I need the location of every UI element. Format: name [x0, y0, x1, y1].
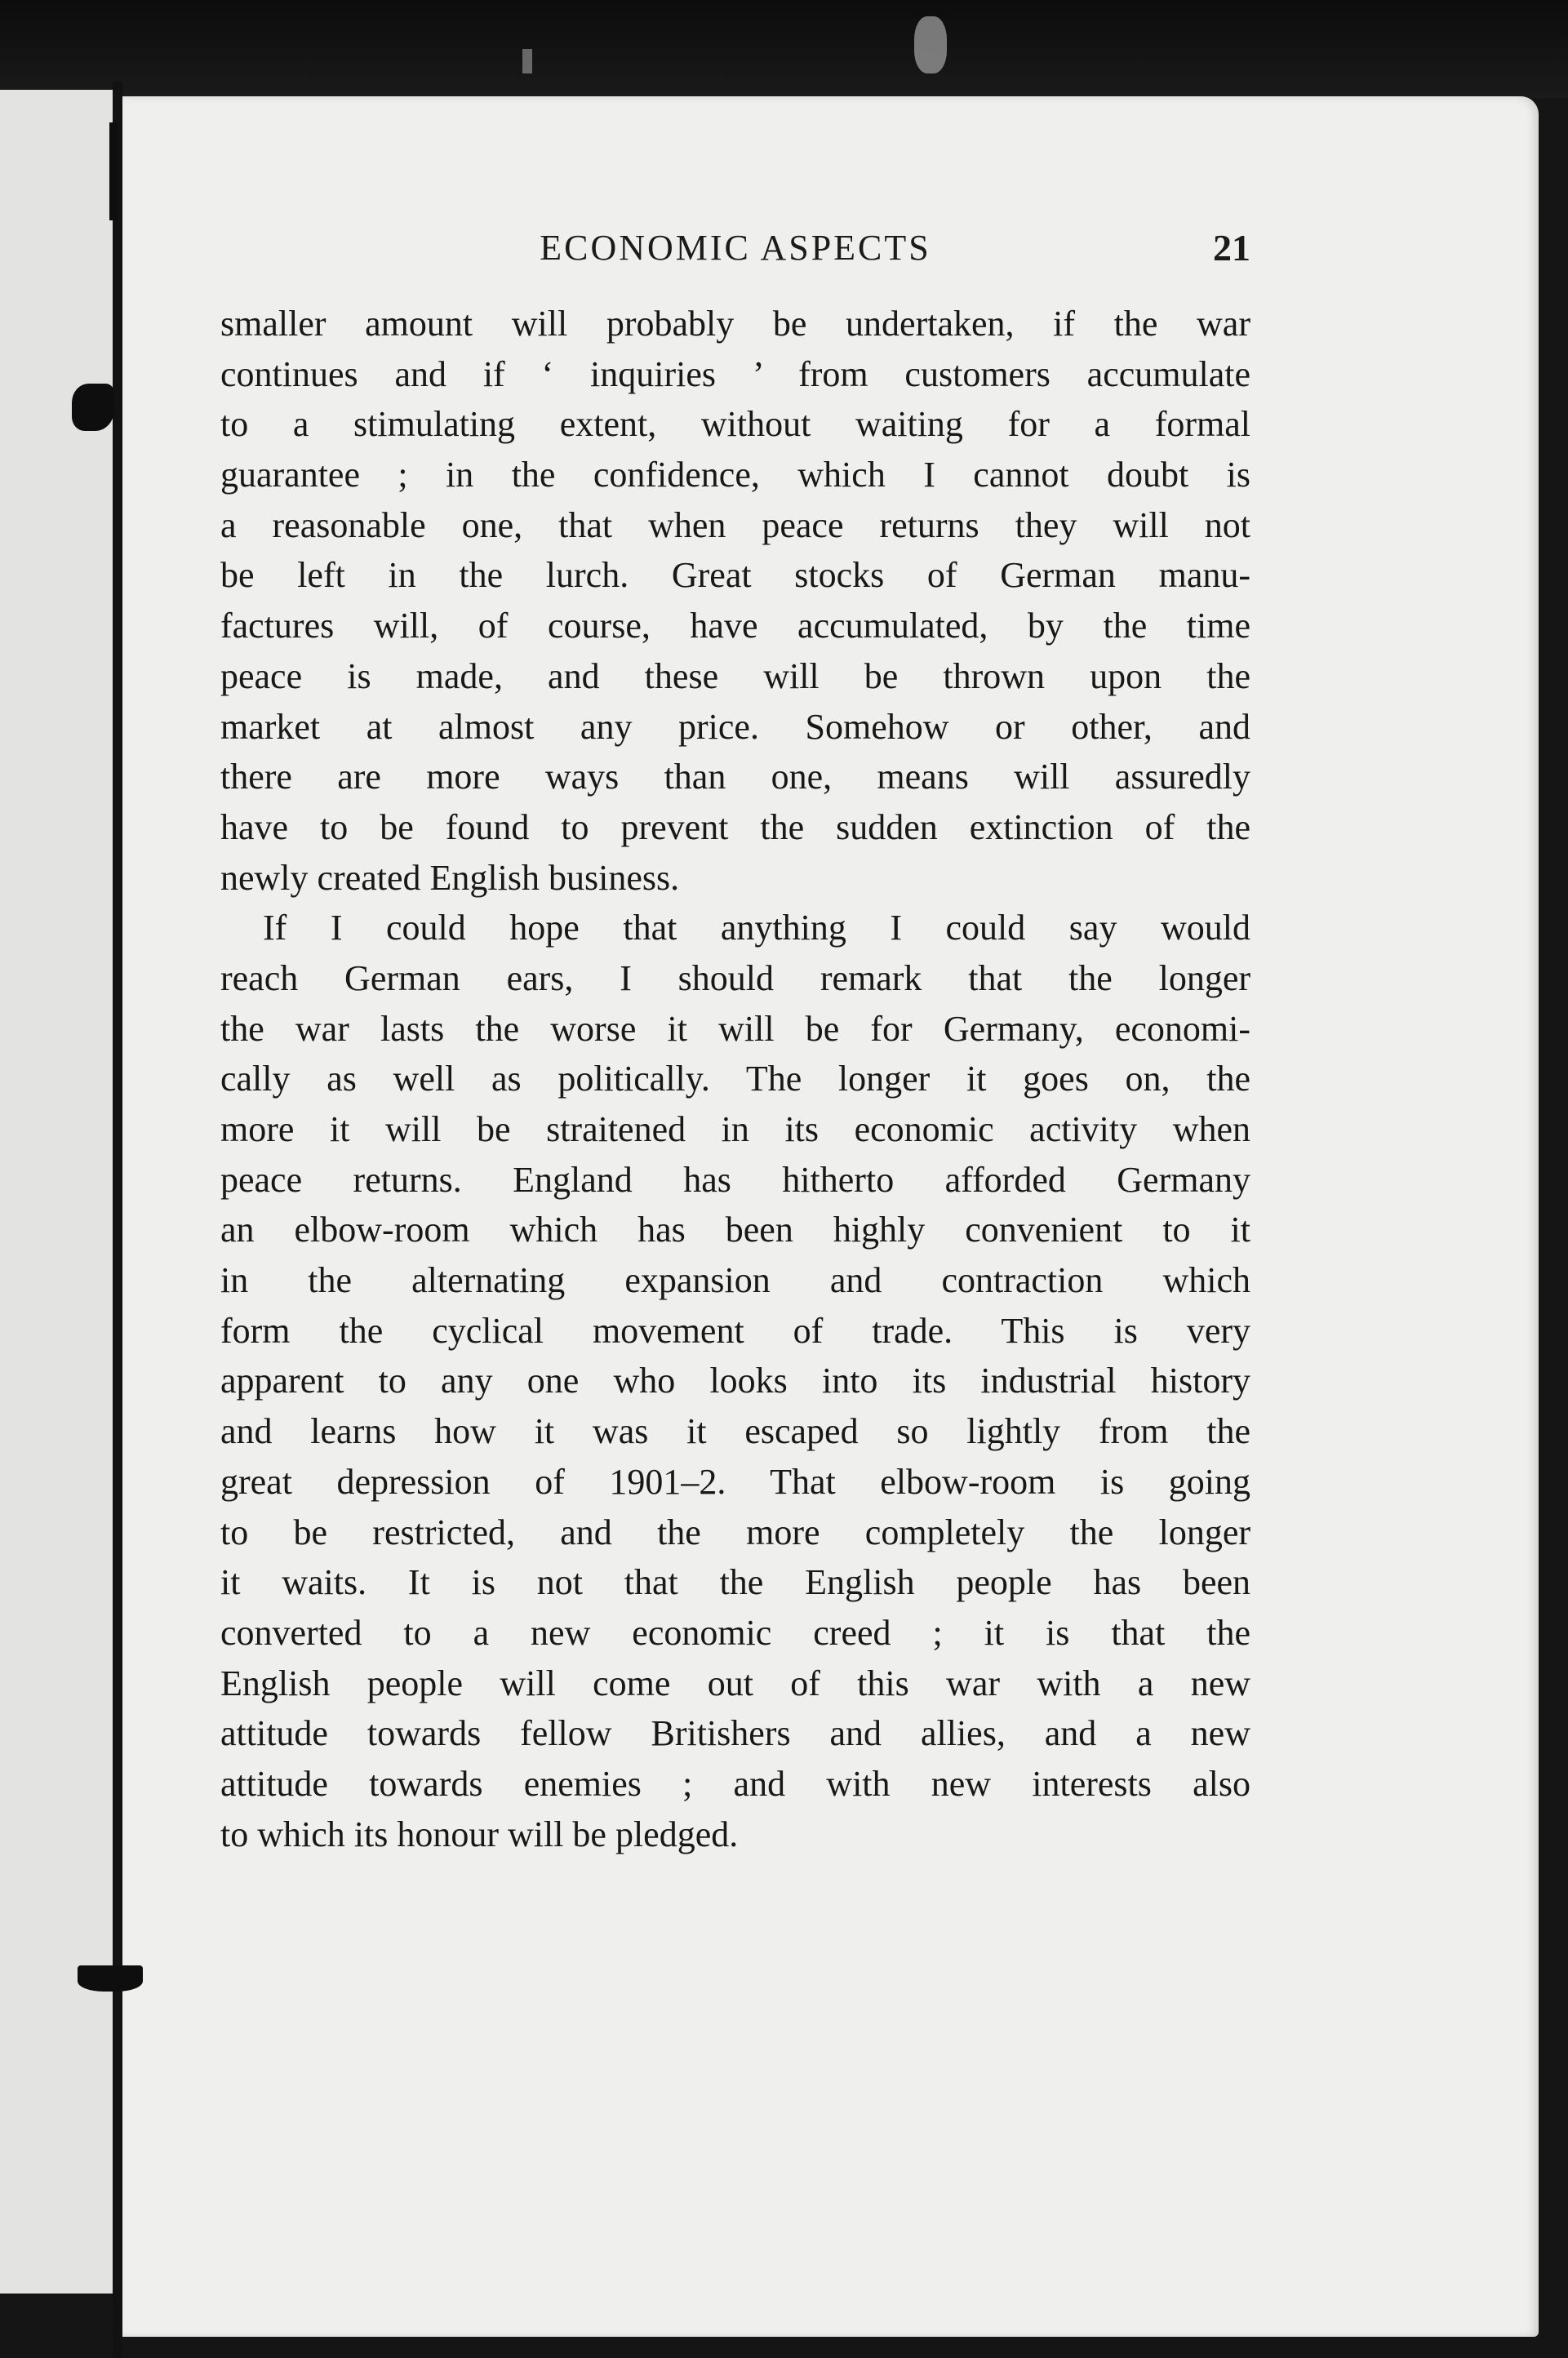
scan-artifact: [914, 16, 947, 73]
text-line: to a stimulating extent, without waiting for a formal: [220, 404, 1250, 445]
page-number: 21: [1213, 227, 1250, 269]
text-line: factures will, of course, have accumulated, by the time: [220, 606, 1250, 646]
text-line: the war lasts the worse it will be for Germany, economi-: [220, 1008, 1250, 1049]
text-line: to which its honour will be pledged.: [220, 1814, 739, 1854]
text-line: If I could hope that anything I could say would: [263, 908, 1250, 948]
text-line: attitude towards fellow Britishers and allies, and a new: [220, 1713, 1250, 1754]
text-line: converted to a new economic creed ; it is that the: [220, 1612, 1250, 1653]
text-line: attitude towards enemies ; and with new interests also: [220, 1763, 1250, 1804]
running-title: ECONOMIC ASPECTS: [540, 228, 931, 268]
text-line: apparent to any one who looks into its industrial history: [220, 1361, 1250, 1401]
text-line: peace is made, and these will be thrown upon the: [220, 655, 1250, 696]
scan-artifact: [78, 1965, 143, 1992]
text-line: continues and if ‘ inquiries ’ from customers accumulate: [220, 353, 1250, 394]
paragraph: [220, 903, 1250, 1859]
running-head: [220, 222, 1250, 274]
text-line: market at almost any price. Somehow or other, and: [220, 706, 1250, 747]
text-line: and learns how it was it escaped so lightly from the: [220, 1411, 1250, 1452]
text-line: cally as well as politically. The longer it goes on, the: [220, 1059, 1250, 1099]
text-line: English people will come out of this war with a new: [220, 1663, 1250, 1703]
text-line: reach German ears, I should remark that the longer: [220, 957, 1250, 998]
text-line: guarantee ; in the confidence, which I cannot doubt is: [220, 455, 1250, 495]
text-line: have to be found to prevent the sudden extinction of the: [220, 806, 1250, 847]
text-line: an elbow-room which has been highly convenient to it: [220, 1210, 1250, 1250]
text-line: a reasonable one, that when peace returns they will not: [220, 504, 1250, 545]
text-line: newly created English business.: [220, 857, 680, 898]
scan-artifact: [109, 122, 118, 220]
paragraph: [220, 299, 1250, 903]
text-line: there are more ways than one, means will assuredly: [220, 757, 1250, 797]
text-line: more it will be straitened in its economic activity when: [220, 1109, 1250, 1149]
scan-artifact: [72, 384, 114, 431]
text-line: to be restricted, and the more completely the longer: [220, 1512, 1250, 1552]
text-line: peace returns. England has hitherto afforded Germany: [220, 1159, 1250, 1200]
text-line: be left in the lurch. Great stocks of German manu-: [220, 555, 1250, 596]
binding-gutter: [113, 82, 122, 2358]
text-line: great depression of 1901–2. That elbow-room is going: [220, 1461, 1250, 1502]
body-text: [220, 299, 1250, 1859]
scan-artifact: [522, 49, 532, 73]
text-line: it waits. It is not that the English people has been: [220, 1562, 1250, 1603]
scan-dark-border: [0, 0, 1568, 98]
text-line: in the alternating expansion and contraction which: [220, 1260, 1250, 1301]
text-line: smaller amount will probably be undertaken, if the war: [220, 304, 1250, 344]
text-line: form the cyclical movement of trade. This is very: [220, 1310, 1250, 1351]
